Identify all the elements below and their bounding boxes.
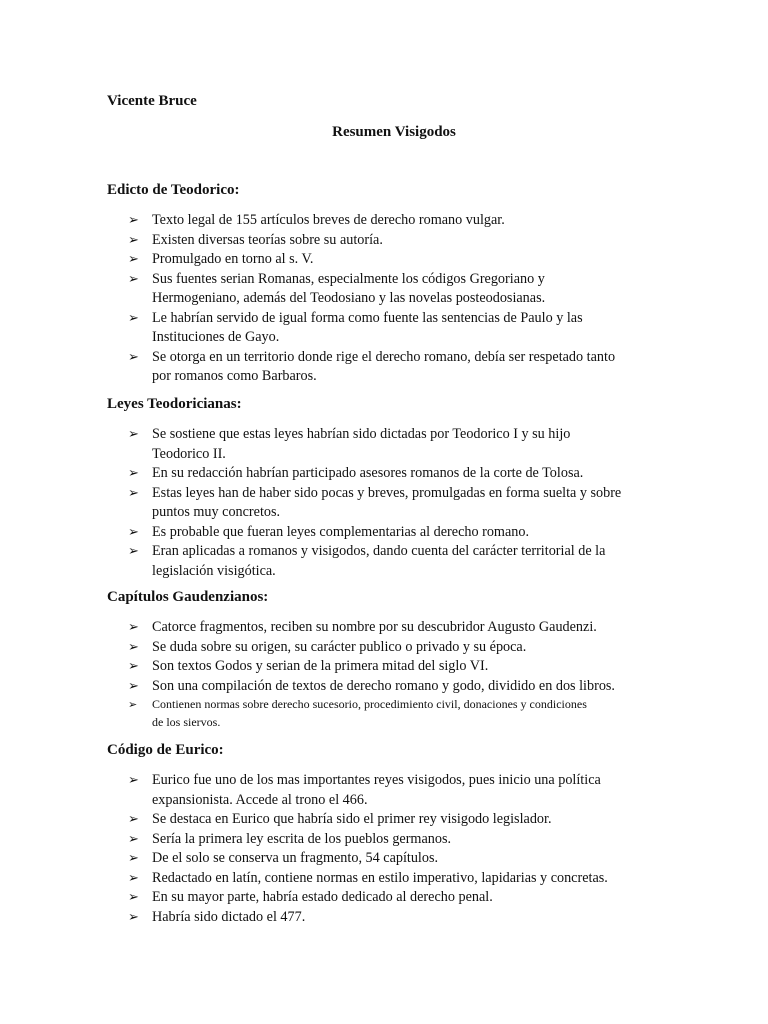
bullet-text-line: En su redacción habrían participado asesores romanos de la corte de Tolosa. [152, 465, 584, 481]
bullet-list [107, 771, 667, 927]
arrowhead-bullet-icon: ➢ [128, 909, 139, 925]
arrowhead-bullet-icon: ➢ [128, 485, 139, 501]
bullet-text-line: Se sostiene que estas leyes habrían sido dictadas por Teodorico I y su hijo [152, 426, 571, 442]
arrowhead-bullet-icon: ➢ [128, 232, 139, 248]
bullet-list [107, 211, 667, 387]
bullet-text-line: Instituciones de Gayo. [152, 329, 280, 345]
arrowhead-bullet-icon: ➢ [128, 427, 139, 442]
bullet-text-line: Estas leyes han de haber sido pocas y breves, promulgadas en forma suelta y sobre [152, 484, 622, 501]
arrowhead-bullet-icon: ➢ [128, 252, 139, 267]
bullet-text-line: Sus fuentes serian Romanas, especialmente los códigos Gregoriano y [152, 270, 545, 287]
bullet-item [107, 696, 667, 731]
bullet-item [107, 211, 667, 231]
arrowhead-bullet-icon: ➢ [128, 812, 139, 827]
author-name: Vicente Bruce [107, 93, 197, 109]
bullet-item [107, 425, 667, 464]
bullet-item [107, 250, 667, 270]
section-heading: Leyes Teodoricianas: [107, 396, 242, 412]
bullet-text-line: Hermogeniano, además del Teodosiano y las novelas posteodosianas. [152, 290, 546, 306]
bullet-item [107, 849, 667, 869]
bullet-item [107, 618, 667, 638]
section [107, 587, 667, 731]
bullet-item [107, 523, 667, 543]
bullet-item [107, 464, 667, 484]
bullet-item [107, 888, 667, 908]
bullet-item [107, 270, 667, 309]
section [107, 180, 667, 387]
bullet-text-line: En su mayor parte, habría estado dedicado al derecho penal. [152, 889, 493, 905]
bullet-item [107, 348, 667, 387]
bullet-text-line: Se destaca en Eurico que habría sido el primer rey visigodo legislador. [152, 811, 552, 827]
arrowhead-bullet-icon: ➢ [128, 639, 139, 655]
arrowhead-bullet-icon: ➢ [128, 620, 139, 635]
bullet-text-line: Se duda sobre su origen, su carácter publico o privado y su época. [152, 638, 527, 655]
bullet-text-line: Eran aplicadas a romanos y visigodos, dando cuenta del carácter territorial de la [152, 543, 606, 559]
section-heading: Código de Eurico: [107, 742, 224, 758]
bullet-item [107, 771, 667, 810]
bullet-text-line: Habría sido dictado el 477. [152, 908, 306, 925]
bullet-text-line: puntos muy concretos. [152, 504, 281, 520]
bullet-text-line: de los siervos. [152, 714, 221, 729]
section-heading: Edicto de Teodorico: [107, 182, 240, 198]
bullet-text-line: Catorce fragmentos, reciben su nombre por su descubridor Augusto Gaudenzi. [152, 619, 597, 635]
bullet-item [107, 542, 667, 581]
arrowhead-bullet-icon: ➢ [128, 831, 139, 847]
arrowhead-bullet-icon: ➢ [128, 310, 139, 326]
bullet-text-line: Es probable que fueran leyes complementarias al derecho romano. [152, 523, 529, 540]
arrowhead-bullet-icon: ➢ [128, 678, 139, 694]
bullet-item [107, 309, 667, 348]
arrowhead-bullet-icon: ➢ [128, 466, 139, 481]
bullet-text-line: De el solo se conserva un fragmento, 54 capítulos. [152, 850, 439, 866]
arrowhead-bullet-icon: ➢ [128, 213, 139, 228]
arrowhead-bullet-icon: ➢ [128, 851, 139, 866]
bullet-text-line: legislación visigótica. [152, 562, 276, 579]
bullet-text-line: Le habrían servido de igual forma como fuente las sentencias de Paulo y las [152, 309, 583, 326]
section [107, 394, 667, 581]
section-heading: Capítulos Gaudenzianos: [107, 589, 269, 605]
bullet-text-line: Texto legal de 155 artículos breves de derecho romano vulgar. [152, 212, 505, 228]
bullet-item [107, 908, 667, 928]
arrowhead-bullet-icon: ➢ [128, 773, 139, 788]
bullet-text-line: Son una compilación de textos de derecho romano y godo, dividido en dos libros. [152, 677, 615, 694]
arrowhead-bullet-icon: ➢ [128, 524, 139, 540]
arrowhead-bullet-icon: ➢ [128, 659, 139, 674]
bullet-text-line: Eurico fue uno de los mas importantes reyes visigodos, pues inicio una política [152, 772, 601, 788]
bullet-item [107, 484, 667, 523]
document-title: Resumen Visigodos [332, 124, 456, 140]
bullet-list [107, 618, 667, 731]
arrowhead-bullet-icon: ➢ [128, 349, 139, 365]
bullet-text-line: Redactado en latín, contiene normas en estilo imperativo, lapidarias y concretas. [152, 869, 608, 886]
arrowhead-bullet-icon: ➢ [128, 890, 139, 905]
bullet-item [107, 869, 667, 889]
bullet-text-line: Se otorga en un territorio donde rige el derecho romano, debía ser respetado tanto [152, 348, 616, 365]
bullet-item [107, 830, 667, 850]
bullet-text-line: Sería la primera ley escrita de los pueblos germanos. [152, 830, 452, 847]
bullet-item [107, 810, 667, 830]
bullet-text-line: Promulgado en torno al s. V. [152, 251, 314, 267]
bullet-text-line: Son textos Godos y serian de la primera mitad del siglo VI. [152, 658, 489, 674]
bullet-text-line: por romanos como Barbaros. [152, 368, 317, 384]
bullet-text-line: Teodorico II. [152, 445, 226, 462]
arrowhead-bullet-icon: ➢ [128, 698, 138, 711]
bullet-item [107, 677, 667, 697]
arrowhead-bullet-icon: ➢ [128, 544, 139, 559]
bullet-text-line: Existen diversas teorías sobre su autoría. [152, 231, 383, 248]
arrowhead-bullet-icon: ➢ [128, 870, 139, 886]
bullet-text-line: Contienen normas sobre derecho sucesorio, procedimiento civil, donaciones y condiciones [152, 697, 587, 711]
bullet-item [107, 231, 667, 251]
section [107, 740, 667, 927]
bullet-list [107, 425, 667, 581]
bullet-item [107, 657, 667, 677]
bullet-item [107, 638, 667, 658]
arrowhead-bullet-icon: ➢ [128, 271, 139, 287]
bullet-text-line: expansionista. Accede al trono el 466. [152, 791, 368, 808]
